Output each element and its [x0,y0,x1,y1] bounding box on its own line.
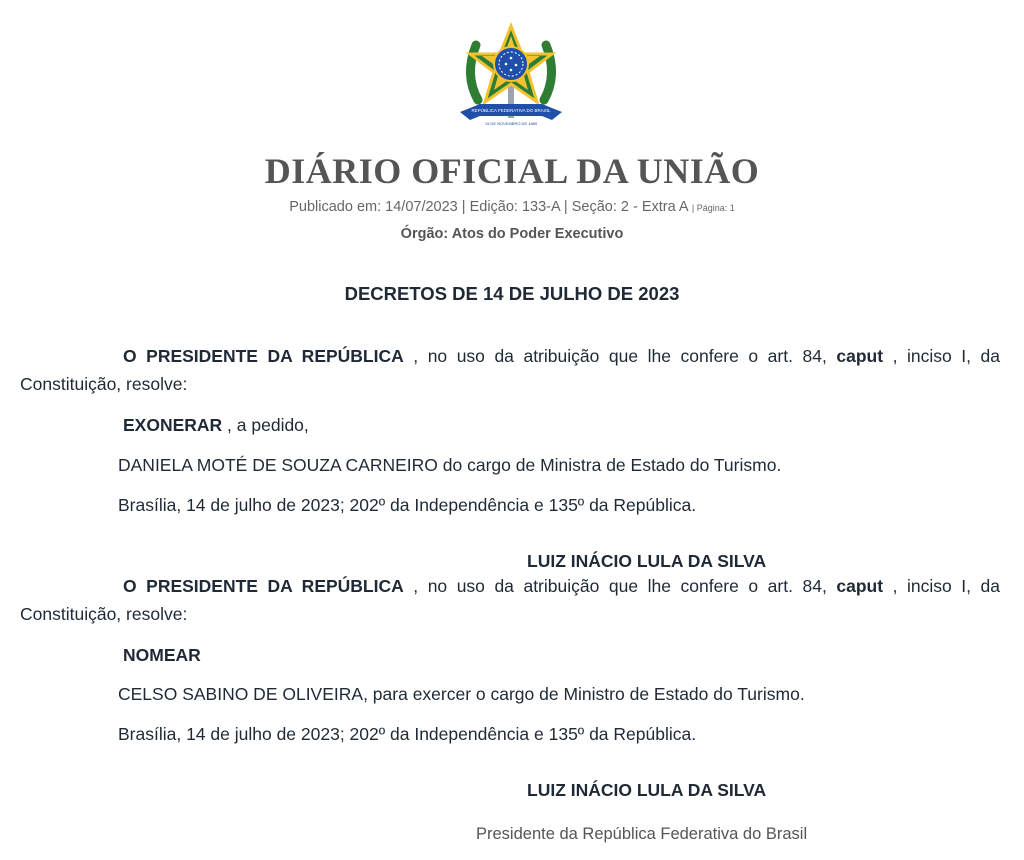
decree-1-action-line [123,415,309,436]
decree-1-signature: LUIZ INÁCIO LULA DA SILVA [527,551,767,571]
page-value: 1 [729,203,735,213]
decree-2-body: CELSO SABINO DE OLIVEIRA, para exercer o cargo de Ministro de Estado do Turismo. [118,684,805,704]
decree-1-caput: caput [836,346,884,366]
orgao-line: Órgão: Atos do Poder Executivo [400,226,624,242]
decree-title: DECRETOS DE 14 DE JULHO DE 2023 [344,283,680,304]
decree-2-preamble [20,572,1000,628]
decree-1-preamble-text: , no uso da atribuição que lhe confere o art. 84, [403,346,837,366]
decree-2-closing: Brasília, 14 de julho de 2023; 202º da Independência e 135º da República. [118,724,697,744]
decree-1-closing: Brasília, 14 de julho de 2023; 202º da Independência e 135º da República. [118,495,697,515]
masthead-title: DIÁRIO OFICIAL DA UNIÃO [264,151,760,191]
section-label: Seção: [571,199,617,215]
decree-1-subject: O PRESIDENTE DA REPÚBLICA [123,346,404,366]
edition-value: 133-A [521,199,560,215]
decree-1-preamble-end: , inciso I, da Constituição, resolve: [20,346,1000,394]
emblem-ribbon-date: 15 DE NOVEMBRO DE 1889 [484,121,538,126]
page-indicator: | Página: 1 [691,203,735,213]
decree-2-signature: LUIZ INÁCIO LULA DA SILVA [527,780,767,800]
signer-role: Presidente da República Federativa do Brasil [476,825,808,843]
emblem-ribbon-text: REPÚBLICA FEDERATIVA DO BRASIL [471,108,551,113]
edition-label: Edição: [469,199,518,215]
section-value: 2 - Extra A [620,199,688,215]
decree-1-preamble [20,342,1000,398]
decree-1-action-suffix: , a pedido, [222,415,309,435]
decree-2-subject: O PRESIDENTE DA REPÚBLICA [123,576,404,596]
decree-2-preamble-end: , inciso I, da Constituição, resolve: [20,576,1000,624]
published-date: 14/07/2023 [385,199,458,215]
decree-1-action: EXONERAR [123,415,223,435]
publication-meta: Publicado em: 14/07/2023 | Edição: 133-A | Seção: 2 - Extra A | Página: 1 [289,199,735,215]
decree-2-action-line [123,645,201,666]
decree-2-action: NOMEAR [123,645,201,665]
decree-1-body: DANIELA MOTÉ DE SOUZA CARNEIRO do cargo de Ministra de Estado do Turismo. [118,455,782,475]
coat-of-arms-emblem [456,20,566,132]
published-label: Publicado em: [289,199,382,215]
decree-2-preamble-text: , no uso da atribuição que lhe confere o art. 84, [403,576,837,596]
decree-2-caput: caput [836,576,884,596]
page-label: Página: [696,203,728,213]
